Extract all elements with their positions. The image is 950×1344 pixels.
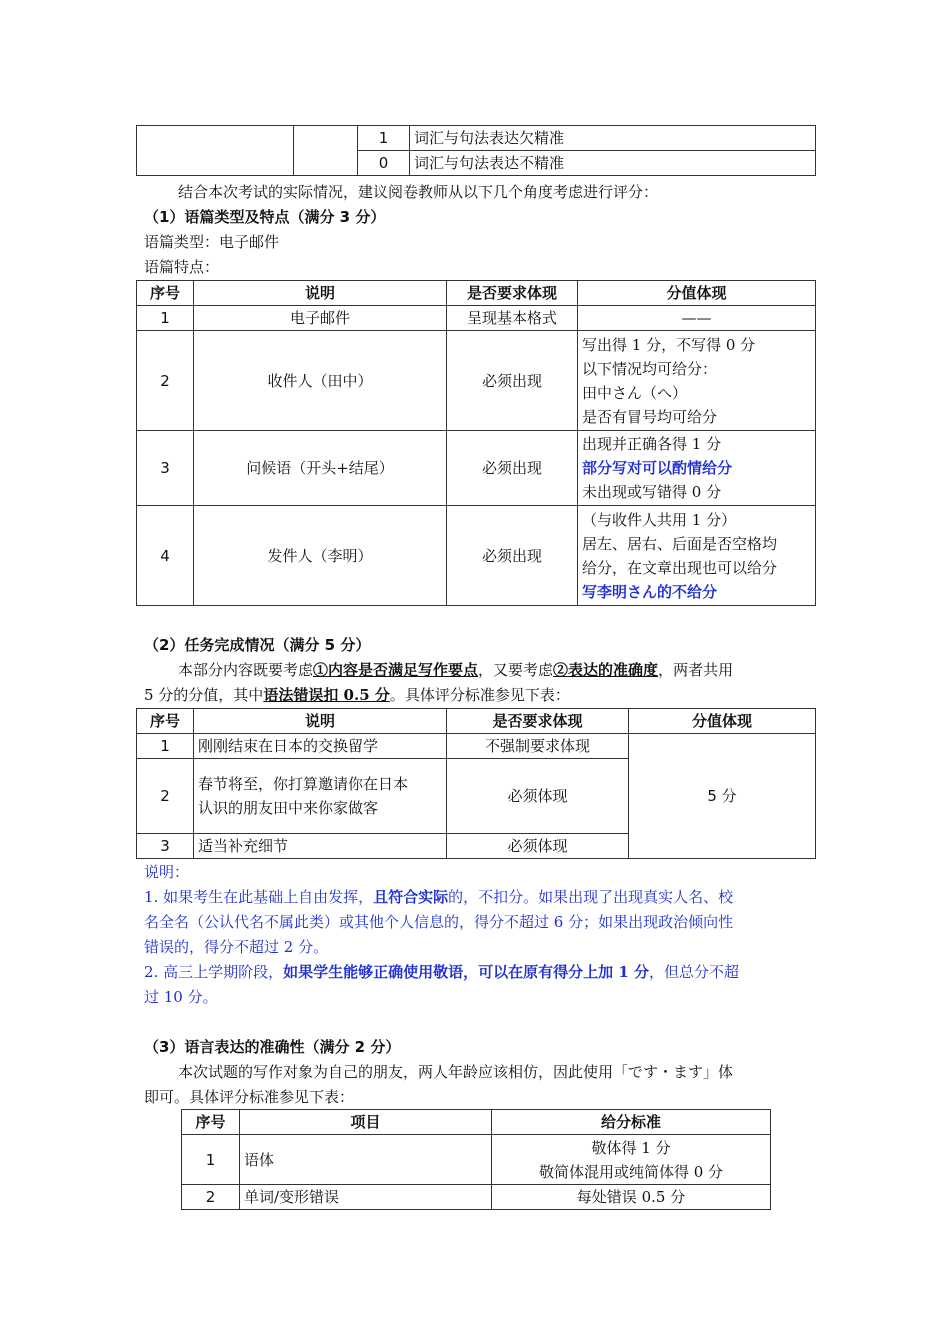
para-text: ，两者共用 <box>658 661 734 679</box>
row-no: 1 <box>182 1135 240 1185</box>
para-emphasis: 语法错误扣 0.5 分 <box>263 686 390 704</box>
section2-paragraph-line1 <box>178 658 848 683</box>
score-line: 以下情况均可给分： <box>582 359 718 378</box>
desc-cell: 词汇与句法表达不精准 <box>410 151 816 176</box>
desc-line: 刚刚结束在日本的交换留学 <box>198 737 379 755</box>
blank-cell <box>137 126 294 176</box>
row-required: 必须出现 <box>447 331 578 431</box>
score-line: 田中さん（へ） <box>582 383 688 402</box>
score-line: 未出现或写错得 0 分 <box>582 483 722 501</box>
header-score: 分值体现 <box>578 281 816 306</box>
note1-line1 <box>144 885 814 910</box>
row-item: 单词/变形错误 <box>240 1185 492 1210</box>
section1-table <box>136 280 816 606</box>
para-text: ，又要考虑 <box>478 661 554 679</box>
row-desc <box>194 734 447 759</box>
score-line: 给分，在文章出现也可以给分 <box>582 558 778 577</box>
row-required: 必须体现 <box>447 759 629 834</box>
row-required: 必须出现 <box>447 431 578 506</box>
row-no: 3 <box>137 431 194 506</box>
score-cell: 0 <box>358 151 410 176</box>
row-desc: 发件人（李明） <box>194 506 447 606</box>
row-no: 3 <box>137 834 194 859</box>
header-required: 是否要求体现 <box>447 709 629 734</box>
row-desc: 电子邮件 <box>194 306 447 331</box>
intro-paragraph: 结合本次考试的实际情况，建议阅卷教师从以下几个角度考虑进行评分： <box>178 183 659 201</box>
table-row <box>137 306 816 331</box>
note-text: ，但总分不超 <box>648 963 739 981</box>
score-line-highlight: 部分写对可以酌情给分 <box>582 459 733 477</box>
row-score <box>578 331 816 431</box>
note-emphasis: 且符合实际 <box>373 888 449 906</box>
note-text: 1. 如果考生在此基础上自由发挥， <box>144 888 374 906</box>
score-line: 居左、居右、后面是否空格均 <box>582 534 778 553</box>
top-criteria-table <box>136 125 816 176</box>
para-emphasis: ②表达的准确度 <box>553 661 659 679</box>
score-line-highlight: 写李明さん的不给分 <box>582 582 718 601</box>
desc-line: 春节将至，你打算邀请你在日本 <box>198 775 409 793</box>
para-emphasis: ①内容是否满足写作要点 <box>313 661 479 679</box>
section3-table <box>181 1109 771 1210</box>
section3-heading: （3）语言表达的准确性（满分 2 分） <box>144 1038 401 1056</box>
desc-cell: 词汇与句法表达欠精准 <box>410 126 816 151</box>
section3-paragraph-line1: 本次试题的写作对象为自己的朋友，两人年龄应该相仿，因此使用「です・ます」体 <box>178 1063 734 1081</box>
row-item: 语体 <box>240 1135 492 1185</box>
para-text: 5 分的分值，其中 <box>144 686 264 704</box>
header-desc: 说明 <box>194 709 447 734</box>
header-no: 序号 <box>137 709 194 734</box>
note2-line1 <box>144 960 814 985</box>
desc-line: 认识的朋友田中来你家做客 <box>198 799 379 817</box>
row-no: 1 <box>137 734 194 759</box>
note1-line3: 错误的，得分不超过 2 分。 <box>144 938 329 956</box>
score-line: 出现并正确各得 1 分 <box>582 435 722 453</box>
text-features-line: 语篇特点： <box>144 258 220 276</box>
note-text: 2. 高三上学期阶段， <box>144 963 284 981</box>
row-standard <box>492 1185 771 1210</box>
table-row <box>137 734 816 759</box>
table-row <box>137 506 816 606</box>
row-standard <box>492 1135 771 1185</box>
note-text: 的，不扣分。如果出现了出现真实人名、校 <box>448 888 734 906</box>
section3-paragraph-line2: 即可。具体评分标准参见下表： <box>144 1088 355 1106</box>
header-item: 项目 <box>240 1110 492 1135</box>
table-row <box>182 1185 771 1210</box>
header-score: 分值体现 <box>629 709 816 734</box>
row-no: 1 <box>137 306 194 331</box>
row-no: 2 <box>137 331 194 431</box>
row-required: 必须出现 <box>447 506 578 606</box>
para-text: 本部分内容既要考虑 <box>178 661 314 679</box>
row-desc <box>194 759 447 834</box>
row-required: 呈现基本格式 <box>447 306 578 331</box>
section2-heading: （2）任务完成情况（满分 5 分） <box>144 636 371 654</box>
row-required: 不强制要求体现 <box>447 734 629 759</box>
note1-line2: 名全名（公认代名不属此类）或其他个人信息的，得分不超过 6 分；如果出现政治倾向性 <box>144 913 734 931</box>
standard-line: 敬体得 1 分 <box>591 1138 671 1157</box>
merged-score-cell: 5 分 <box>629 734 816 859</box>
text-type-line: 语篇类型：电子邮件 <box>144 233 280 251</box>
note-emphasis: 如果学生能够正确使用敬语，可以在原有得分上加 1 分 <box>283 963 649 981</box>
standard-line: 每处错误 0.5 分 <box>576 1188 686 1206</box>
desc-line: 适当补充细节 <box>198 837 289 855</box>
header-desc: 说明 <box>194 281 447 306</box>
section2-paragraph-line2 <box>144 683 814 708</box>
score-line: 是否有冒号均可给分 <box>582 407 718 426</box>
row-desc: 问候语（开头+结尾） <box>194 431 447 506</box>
score-line: （与收件人共用 1 分） <box>582 510 737 529</box>
row-required: 必须体现 <box>447 834 629 859</box>
header-standard: 给分标准 <box>492 1110 771 1135</box>
row-no: 2 <box>182 1185 240 1210</box>
row-no: 2 <box>137 759 194 834</box>
row-score <box>578 506 816 606</box>
score-line: —— <box>681 309 712 327</box>
row-desc <box>194 834 447 859</box>
header-required: 是否要求体现 <box>447 281 578 306</box>
table-row <box>182 1135 771 1185</box>
header-no: 序号 <box>137 281 194 306</box>
note2-line2: 过 10 分。 <box>144 988 218 1006</box>
section2-table <box>136 708 816 859</box>
section1-heading: （1）语篇类型及特点（满分 3 分） <box>144 208 386 226</box>
score-line: 写出得 1 分，不写得 0 分 <box>582 335 756 354</box>
table-row <box>137 431 816 506</box>
table-row <box>137 331 816 431</box>
blank-cell <box>294 126 358 176</box>
row-desc: 收件人（田中） <box>194 331 447 431</box>
row-score <box>578 306 816 331</box>
para-text: 。具体评分标准参见下表： <box>389 686 570 704</box>
row-no: 4 <box>137 506 194 606</box>
score-cell: 1 <box>358 126 410 151</box>
notes-title: 说明： <box>144 863 190 881</box>
standard-line: 敬简体混用或纯简体得 0 分 <box>538 1162 724 1181</box>
header-no: 序号 <box>182 1110 240 1135</box>
row-score <box>578 431 816 506</box>
